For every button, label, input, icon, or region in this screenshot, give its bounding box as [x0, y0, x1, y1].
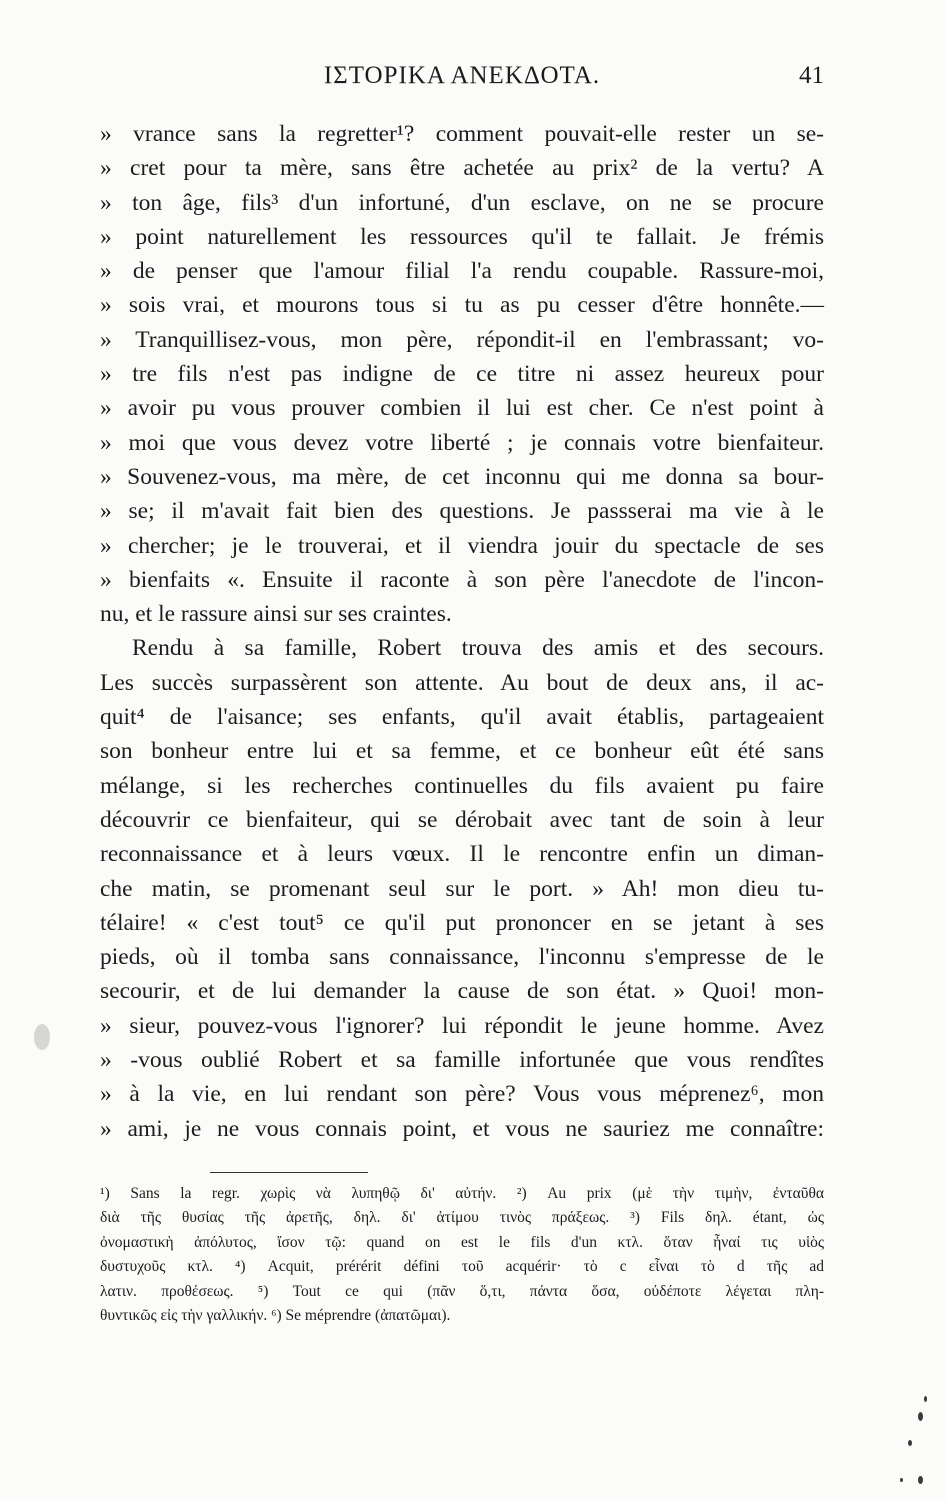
text-line: » sieur, pouvez-vous l'ignorer? lui répondit le jeune homme. Avez — [100, 1012, 824, 1039]
text-line: » moi que vous devez votre liberté ; je connais votre bienfaiteur. — [100, 429, 824, 456]
text-line: » point naturellement les ressources qu'il te fallait. Je frémis — [100, 223, 824, 250]
footnote-line: διὰ τῆς θυσίας τῆς ἀρετῆς, δηλ. δι' ἀτίμου τινὸς πράξεως. ³) Fils δηλ. étant, ὡς — [100, 1209, 824, 1227]
ink-speck — [908, 1440, 912, 1446]
text-line: mélange, si les recherches continuelles du fils avaient pu faire — [100, 772, 824, 799]
footnote-line: θυντικῶς εἰς τὴν γαλλικήν. ⁶) Se méprendre (ἀπατῶμαι). — [100, 1306, 451, 1324]
text-line: » sois vrai, et mourons tous si tu as pu cesser d'être honnête.— — [100, 292, 824, 319]
page-header — [100, 62, 824, 98]
text-line: son bonheur entre lui et sa femme, et ce bonheur eût été sans — [100, 738, 824, 765]
text-line: » vrance sans la regretter¹? comment pouvait-elle rester un se- — [100, 121, 824, 147]
text-line: » tre fils n'est pas indigne de ce titre ni assez heureux pour — [100, 361, 824, 388]
footnote-line: ὀνομαστικὴ ἀπόλυτος, ἴσον τῷ: quand on est le fils d'un κτλ. ὅταν ἦναί τις υἱὸς — [100, 1233, 824, 1251]
text-line: pieds, où il tomba sans connaissance, l'inconnu s'empresse de le — [100, 944, 824, 971]
footnote-line: λατιν. προθέσεως. ⁵) Tout ce qui (πᾶν ὅ,τι, πάντα ὅσα, οὐδέποτε λέγεται πλη- — [100, 1282, 824, 1300]
text-line: » bienfaits «. Ensuite il raconte à son père l'anecdote de l'incon- — [100, 566, 824, 593]
text-line: » avoir pu vous prouver combien il lui est cher. Ce n'est point à — [100, 395, 824, 422]
text-line: Les succès surpassèrent son attente. Au bout de deux ans, il ac- — [100, 669, 824, 696]
ink-speck — [900, 1478, 903, 1482]
running-title: ΙΣΤΟΡΙΚΑ ΑΝΕΚΔΟΤΑ. — [323, 62, 601, 89]
text-line: » de penser que l'amour filial l'a rendu coupable. Rassure-moi, — [100, 258, 824, 285]
margin-stain — [34, 1024, 50, 1050]
ink-speck — [924, 1396, 927, 1402]
footnotes — [100, 1182, 824, 1328]
body-text — [100, 117, 824, 1146]
footnote-line: ¹) Sans la regr. χωρὶς νὰ λυπηθῷ δι' αὐτήν. ²) Au prix (μὲ τὴν τιμὴν, ἐνταῦθα — [100, 1185, 824, 1202]
text-line: » ton âge, fils³ d'un infortuné, d'un esclave, on ne se procure — [100, 189, 824, 216]
text-line: découvrir ce bienfaiteur, qui se dérobait avec tant de soin à leur — [100, 806, 824, 833]
ink-speck — [918, 1476, 923, 1484]
text-line: secourir, et de lui demander la cause de son état. » Quoi! mon- — [100, 978, 824, 1005]
paragraph-start-line: Rendu à sa famille, Robert trouva des amis et des secours. — [132, 635, 824, 662]
text-line: » ami, je ne vous connais point, et vous ne sauriez me connaître: — [100, 1115, 824, 1142]
text-line: che matin, se promenant seul sur le port. » Ah! mon dieu tu- — [100, 875, 824, 902]
text-line: télaire! « c'est tout⁵ ce qu'il put prononcer en se jetant à ses — [100, 909, 824, 936]
footnote-line: δυστυχοῦς κτλ. ⁴) Acquit, prérérit défini τοῦ acquérir· τὸ c εἶναι τὸ d τῆς ad — [100, 1258, 824, 1276]
text-line: » Tranquillisez-vous, mon père, répondit-il en l'embrassant; vo- — [100, 326, 824, 353]
text-line: nu, et le rassure ainsi sur ses craintes. — [100, 601, 452, 628]
page-number: 41 — [799, 62, 824, 89]
ink-speck — [918, 1412, 923, 1421]
text-line: quit⁴ de l'aisance; ses enfants, qu'il avait établis, partageaient — [100, 704, 824, 731]
text-line: » se; il m'avait fait bien des questions. Je passserai ma vie à le — [100, 498, 824, 525]
text-line: » chercher; je le trouverai, et il viendra jouir du spectacle de ses — [100, 532, 824, 559]
text-line: » -vous oublié Robert et sa famille infortunée que vous rendîtes — [100, 1047, 824, 1074]
text-line: » cret pour ta mère, sans être achetée au prix² de la vertu? A — [100, 155, 824, 182]
footnote-separator — [210, 1172, 368, 1173]
text-line: reconnaissance et à leurs vœux. Il le rencontre enfin un diman- — [100, 841, 824, 868]
text-line: » Souvenez-vous, ma mère, de cet inconnu qui me donna sa bour- — [100, 463, 824, 490]
text-line: » à la vie, en lui rendant son père? Vous vous méprenez⁶, mon — [100, 1081, 824, 1108]
